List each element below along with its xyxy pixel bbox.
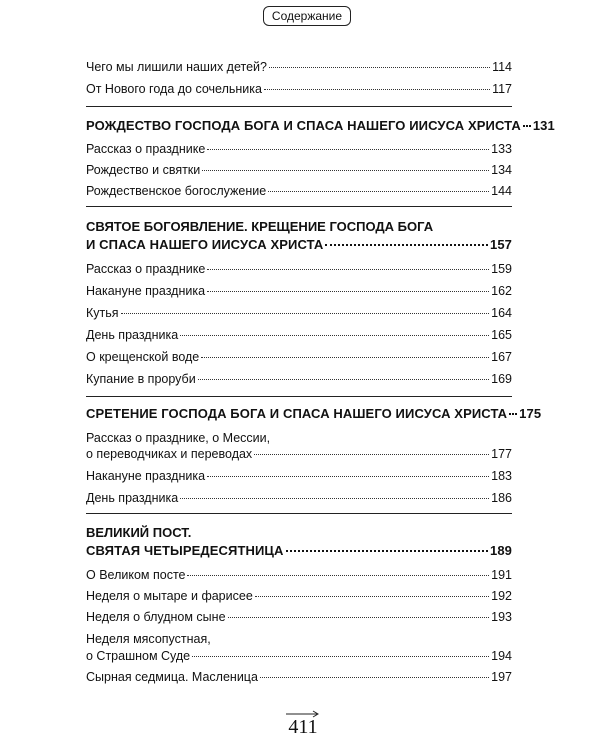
section-title: Содержание (271, 9, 343, 23)
toc-entry[interactable] (86, 142, 512, 156)
toc-section-page: 175 (519, 406, 542, 421)
toc-entry-title: Рассказ о празднике (86, 142, 206, 156)
toc-entry-page: 164 (491, 306, 512, 320)
section-divider (86, 106, 512, 107)
dot-leader (268, 191, 489, 192)
toc-entry-title: О крещенской воде (86, 350, 200, 364)
dot-leader (202, 170, 489, 171)
toc-entry-title: о Страшном Суде (86, 649, 191, 663)
toc-entry[interactable] (86, 262, 512, 276)
toc-entry-title: Накануне праздника (86, 284, 206, 298)
toc-entry-page: 194 (491, 649, 512, 663)
dot-leader (228, 617, 490, 618)
toc-entry[interactable] (86, 284, 512, 298)
toc-entry-page: 186 (491, 491, 512, 505)
dot-leader (207, 291, 489, 292)
toc-entry-page: 165 (491, 328, 512, 342)
toc-entry[interactable] (86, 589, 512, 603)
toc-section-title: СРЕТЕНИЕ ГОСПОДА БОГА И СПАСА НАШЕГО ИИСУСА ХРИСТА (86, 406, 508, 421)
dot-leader (264, 89, 490, 90)
toc-entry-page: 169 (491, 372, 512, 386)
toc-entry-title: От Нового года до сочельника (86, 82, 262, 96)
section-divider (86, 513, 512, 514)
dot-leader (192, 656, 489, 657)
toc-section-heading[interactable] (86, 118, 555, 133)
toc-entry-title: Чего мы лишили наших детей? (86, 60, 267, 74)
toc-entry-title: Рождество и святки (86, 163, 201, 177)
toc-entry[interactable] (86, 568, 512, 582)
toc-entry[interactable] (86, 372, 512, 386)
toc-entry-title: Сырная седмица. Масленица (86, 670, 258, 684)
toc-entry-title: Неделя о мытаре и фарисее (86, 589, 253, 603)
toc-section-title: СВЯТАЯ ЧЕТЫРЕДЕСЯТНИЦА (86, 543, 284, 558)
section-title-box (263, 6, 351, 26)
dot-leader (207, 149, 489, 150)
toc-entry-title: Неделя о блудном сыне (86, 610, 226, 624)
toc-entry[interactable] (86, 82, 512, 96)
toc-entry[interactable] (86, 469, 512, 483)
toc-entry-title: о переводчиках и переводах (86, 447, 253, 461)
toc-entry-title-line: Рассказ о празднике, о Мессии, (86, 431, 271, 445)
toc-entry-page: 197 (491, 670, 512, 684)
toc-entry-title-line: Неделя мясопустная, (86, 632, 211, 646)
toc-entry-page: 117 (492, 82, 512, 96)
toc-entry-page: 134 (491, 163, 512, 177)
toc-entry-page: 159 (491, 262, 512, 276)
dot-leader (180, 335, 489, 336)
toc-entry-page: 183 (491, 469, 512, 483)
toc-entry-page: 167 (491, 350, 512, 364)
dot-leader (509, 413, 517, 415)
toc-entry[interactable] (86, 670, 512, 684)
toc-entry-title: Накануне праздника (86, 469, 206, 483)
dot-leader (254, 454, 489, 455)
toc-entry[interactable] (86, 491, 512, 505)
dot-leader (286, 550, 489, 552)
toc-entry-title: О Великом посте (86, 568, 186, 582)
toc-entry-page: 193 (491, 610, 512, 624)
dot-leader (180, 498, 489, 499)
toc-entry-page: 177 (491, 447, 512, 461)
toc-section-page: 189 (490, 543, 512, 558)
toc-entry-page: 114 (492, 60, 512, 74)
toc-entry[interactable] (86, 649, 512, 663)
toc-section-heading[interactable] (86, 543, 512, 558)
dot-leader (523, 125, 531, 127)
toc-entry[interactable] (86, 306, 512, 320)
dot-leader (121, 313, 490, 314)
dot-leader (207, 269, 489, 270)
toc-section-title: РОЖДЕСТВО ГОСПОДА БОГА И СПАСА НАШЕГО ИИСУСА ХРИСТА (86, 118, 521, 133)
toc-entry-title: День праздника (86, 491, 179, 505)
toc-entry-page: 162 (491, 284, 512, 298)
toc-entry-title: Кутья (86, 306, 119, 320)
page-number: 411 (288, 716, 318, 738)
toc-entry-title: День праздника (86, 328, 179, 342)
toc-section-title: И СПАСА НАШЕГО ИИСУСА ХРИСТА (86, 237, 324, 252)
dot-leader (325, 244, 488, 246)
dot-leader (198, 379, 489, 380)
toc-entry[interactable] (86, 163, 512, 177)
toc-entry-page: 144 (491, 184, 512, 198)
dot-leader (269, 67, 490, 68)
toc-entry[interactable] (86, 610, 512, 624)
toc-entry-page: 191 (491, 568, 512, 582)
dot-leader (255, 596, 489, 597)
toc-entry[interactable] (86, 60, 512, 74)
toc-section-page: 131 (532, 118, 555, 133)
toc-entry-title: Рассказ о празднике (86, 262, 206, 276)
toc-entry[interactable] (86, 184, 512, 198)
toc-section-heading[interactable] (86, 237, 512, 252)
toc-section-heading[interactable] (86, 406, 542, 421)
toc-entry-page: 133 (491, 142, 512, 156)
section-divider (86, 396, 512, 397)
dot-leader (260, 677, 489, 678)
section-divider (86, 206, 512, 207)
toc-section-title-line: СВЯТОЕ БОГОЯВЛЕНИЕ. КРЕЩЕНИЕ ГОСПОДА БОГА (86, 219, 434, 234)
toc-entry[interactable] (86, 328, 512, 342)
toc-entry[interactable] (86, 447, 512, 461)
toc-entry-page: 192 (491, 589, 512, 603)
toc-section-page: 157 (490, 237, 512, 252)
dot-leader (187, 575, 489, 576)
toc-section-title-line: ВЕЛИКИЙ ПОСТ. (86, 525, 192, 540)
dot-leader (207, 476, 489, 477)
dot-leader (201, 357, 489, 358)
toc-entry[interactable] (86, 350, 512, 364)
toc-entry-title: Купание в проруби (86, 372, 196, 386)
toc-entry-title: Рождественское богослужение (86, 184, 267, 198)
